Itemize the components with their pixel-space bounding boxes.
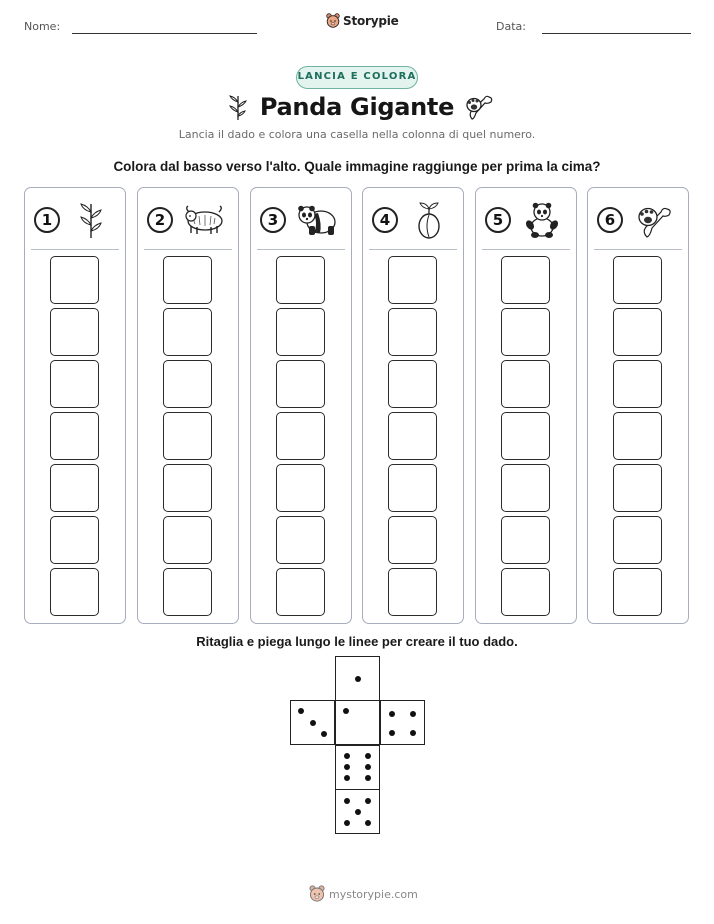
color-box[interactable] [50, 464, 99, 512]
brand-name: Storypie [343, 14, 399, 28]
color-box[interactable] [163, 516, 212, 564]
die-face-6[interactable] [335, 745, 380, 790]
color-box[interactable] [276, 360, 325, 408]
color-box[interactable] [613, 516, 662, 564]
footer-url: mystorypie.com [329, 887, 418, 901]
color-box[interactable] [163, 464, 212, 512]
subtitle: Lancia il dado e colora una casella nella colonna di quel numero. [178, 128, 536, 141]
die-pip [365, 820, 371, 826]
color-box[interactable] [501, 568, 550, 616]
die-face-1[interactable] [335, 700, 380, 745]
name-line[interactable] [72, 33, 257, 34]
die-pip [410, 730, 416, 736]
paw-bone-icon [464, 92, 494, 122]
die-pip [355, 809, 361, 815]
column-divider [482, 249, 570, 250]
column-number: 6 [597, 207, 623, 233]
color-box[interactable] [50, 568, 99, 616]
color-box[interactable] [388, 360, 437, 408]
storypie-bear-icon [309, 885, 325, 903]
color-box[interactable] [501, 412, 550, 460]
game-instruction: Colora dal basso verso l'alto. Quale immagine raggiunge per prima la cima? [113, 159, 601, 174]
column-2 [137, 187, 239, 624]
color-box[interactable] [388, 568, 437, 616]
page-title: Panda Gigante [259, 93, 455, 121]
color-box[interactable] [388, 256, 437, 304]
storypie-bear-icon [326, 13, 340, 29]
color-box[interactable] [163, 568, 212, 616]
color-box[interactable] [163, 412, 212, 460]
color-box[interactable] [501, 256, 550, 304]
die-pip [298, 708, 304, 714]
column-divider [594, 249, 682, 250]
panda-cub-icon [521, 200, 563, 240]
color-box[interactable] [163, 308, 212, 356]
color-box[interactable] [388, 464, 437, 512]
column-divider [257, 249, 345, 250]
die-pip [389, 730, 395, 736]
color-box[interactable] [276, 308, 325, 356]
color-box[interactable] [50, 308, 99, 356]
color-box[interactable] [613, 308, 662, 356]
column-number: 2 [147, 207, 173, 233]
die-pip [389, 711, 395, 717]
storypie-logo [326, 13, 399, 29]
name-label: Nome: [24, 20, 61, 33]
color-box[interactable] [388, 516, 437, 564]
color-box[interactable] [276, 464, 325, 512]
die-face-1[interactable] [335, 656, 380, 701]
color-box[interactable] [50, 412, 99, 460]
bamboo-icon [70, 200, 112, 240]
die-pip [344, 753, 350, 759]
die-pip [365, 798, 371, 804]
color-box[interactable] [501, 360, 550, 408]
die-pip [344, 764, 350, 770]
die-face-4[interactable] [380, 700, 425, 745]
color-box[interactable] [501, 308, 550, 356]
color-box[interactable] [613, 464, 662, 512]
die-pip [344, 798, 350, 804]
color-box[interactable] [50, 516, 99, 564]
activity-badge: LANCIA E COLORA [296, 66, 418, 89]
column-divider [31, 249, 119, 250]
die-pip [365, 775, 371, 781]
color-box[interactable] [613, 412, 662, 460]
color-box[interactable] [276, 412, 325, 460]
color-box[interactable] [276, 516, 325, 564]
color-box[interactable] [50, 360, 99, 408]
die-pip [344, 775, 350, 781]
footer [309, 885, 418, 903]
column-divider [369, 249, 457, 250]
color-box[interactable] [163, 360, 212, 408]
color-box[interactable] [501, 516, 550, 564]
color-box[interactable] [613, 568, 662, 616]
seed-sprout-icon [408, 200, 450, 240]
giant-panda-icon [296, 200, 338, 240]
die-pip [344, 820, 350, 826]
column-5 [475, 187, 577, 624]
paw-bone-icon [633, 200, 675, 240]
column-6 [587, 187, 689, 624]
die-pip [343, 708, 349, 714]
column-number: 5 [485, 207, 511, 233]
die-pip [310, 720, 316, 726]
die-face-5[interactable] [335, 789, 380, 834]
color-box[interactable] [163, 256, 212, 304]
die-face-3[interactable] [290, 700, 335, 745]
cut-instruction: Ritaglia e piega lungo le linee per creare il tuo dado. [196, 634, 518, 649]
yak-icon [183, 200, 225, 240]
color-box[interactable] [613, 256, 662, 304]
column-4 [362, 187, 464, 624]
column-1 [24, 187, 126, 624]
column-number: 4 [372, 207, 398, 233]
die-pip [321, 731, 327, 737]
column-number: 3 [260, 207, 286, 233]
color-box[interactable] [613, 360, 662, 408]
die-pip [365, 753, 371, 759]
column-divider [144, 249, 232, 250]
date-line[interactable] [542, 33, 691, 34]
color-box[interactable] [50, 256, 99, 304]
color-box[interactable] [388, 412, 437, 460]
die-pip [410, 711, 416, 717]
color-box[interactable] [276, 256, 325, 304]
die-pip [355, 676, 361, 682]
column-3 [250, 187, 352, 624]
column-number: 1 [34, 207, 60, 233]
date-label: Data: [496, 20, 526, 33]
color-box[interactable] [388, 308, 437, 356]
die-pip [365, 764, 371, 770]
color-box[interactable] [501, 464, 550, 512]
color-box[interactable] [276, 568, 325, 616]
